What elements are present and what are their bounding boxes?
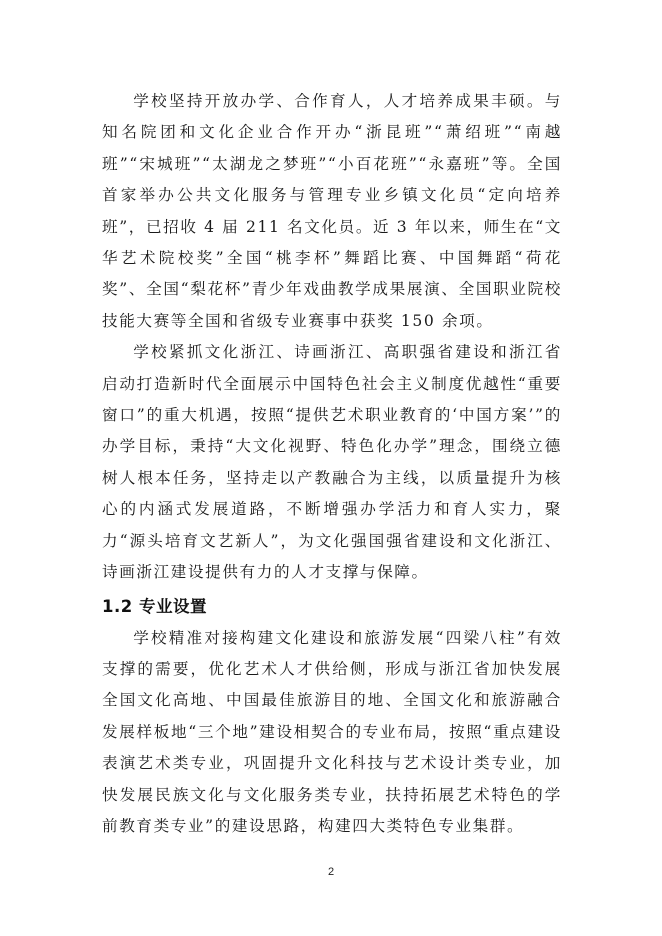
paragraph-major-layout: 学校精准对接构建文化建设和旅游发展“四梁八柱”有效支撑的需要，优化艺术人才供给侧，形成与浙江省加快发展全国文化高地、中国最佳旅游目的地、全国文化和旅游融合发展样板地“三个地”建设相契合的专业布局，按照“重点建设表演艺术类专业，巩固提升文化科技与艺术设计类专业，加快发展民族文化与文化服务类专业，扶持拓展艺术特色的学前教育类专业”的建设思路，构建四大类特色专业集群。: [102, 628, 562, 835]
page-number: 2: [327, 866, 335, 878]
document-page: [102, 86, 562, 842]
paragraph-talent-cultivation: 学校坚持开放办学、合作育人，人才培养成果丰硕。与知名院团和文化企业合作开办“浙昆班”“萧绍班”“南越班”“宋城班”“太湖龙之梦班”“小百花班”“永嘉班”等。全国首家举办公共文化服务与管理专业乡镇文化员“定向培养班”，已招收 4 届 211 名文化员。近 3 年以来，师生在“文华艺术院校奖”全国“桃李杯”舞蹈比赛、中国舞蹈“荷花奖”、全国“梨花杯”青少年戏曲教学成果展演、全国职业院校技能大赛等全国和省级专业赛事中获奖 150 余项。: [102, 92, 562, 330]
section-heading-majors: 1.2 专业设置: [102, 596, 207, 616]
paragraph-development-strategy: 学校紧抓文化浙江、诗画浙江、高职强省建设和浙江省启动打造新时代全面展示中国特色社会主义制度优越性“重要窗口”的重大机遇，按照“提供艺术职业教育的‘中国方案’”的办学目标，秉持“大文化视野、特色化办学”理念，围绕立德树人根本任务，坚持走以产教融合为主线，以质量提升为核心的内涵式发展道路，不断增强办学活力和育人实力，聚力“源头培育文艺新人”，为文化强国强省建设和文化浙江、诗画浙江建设提供有力的人才支撑与保障。: [102, 343, 562, 582]
